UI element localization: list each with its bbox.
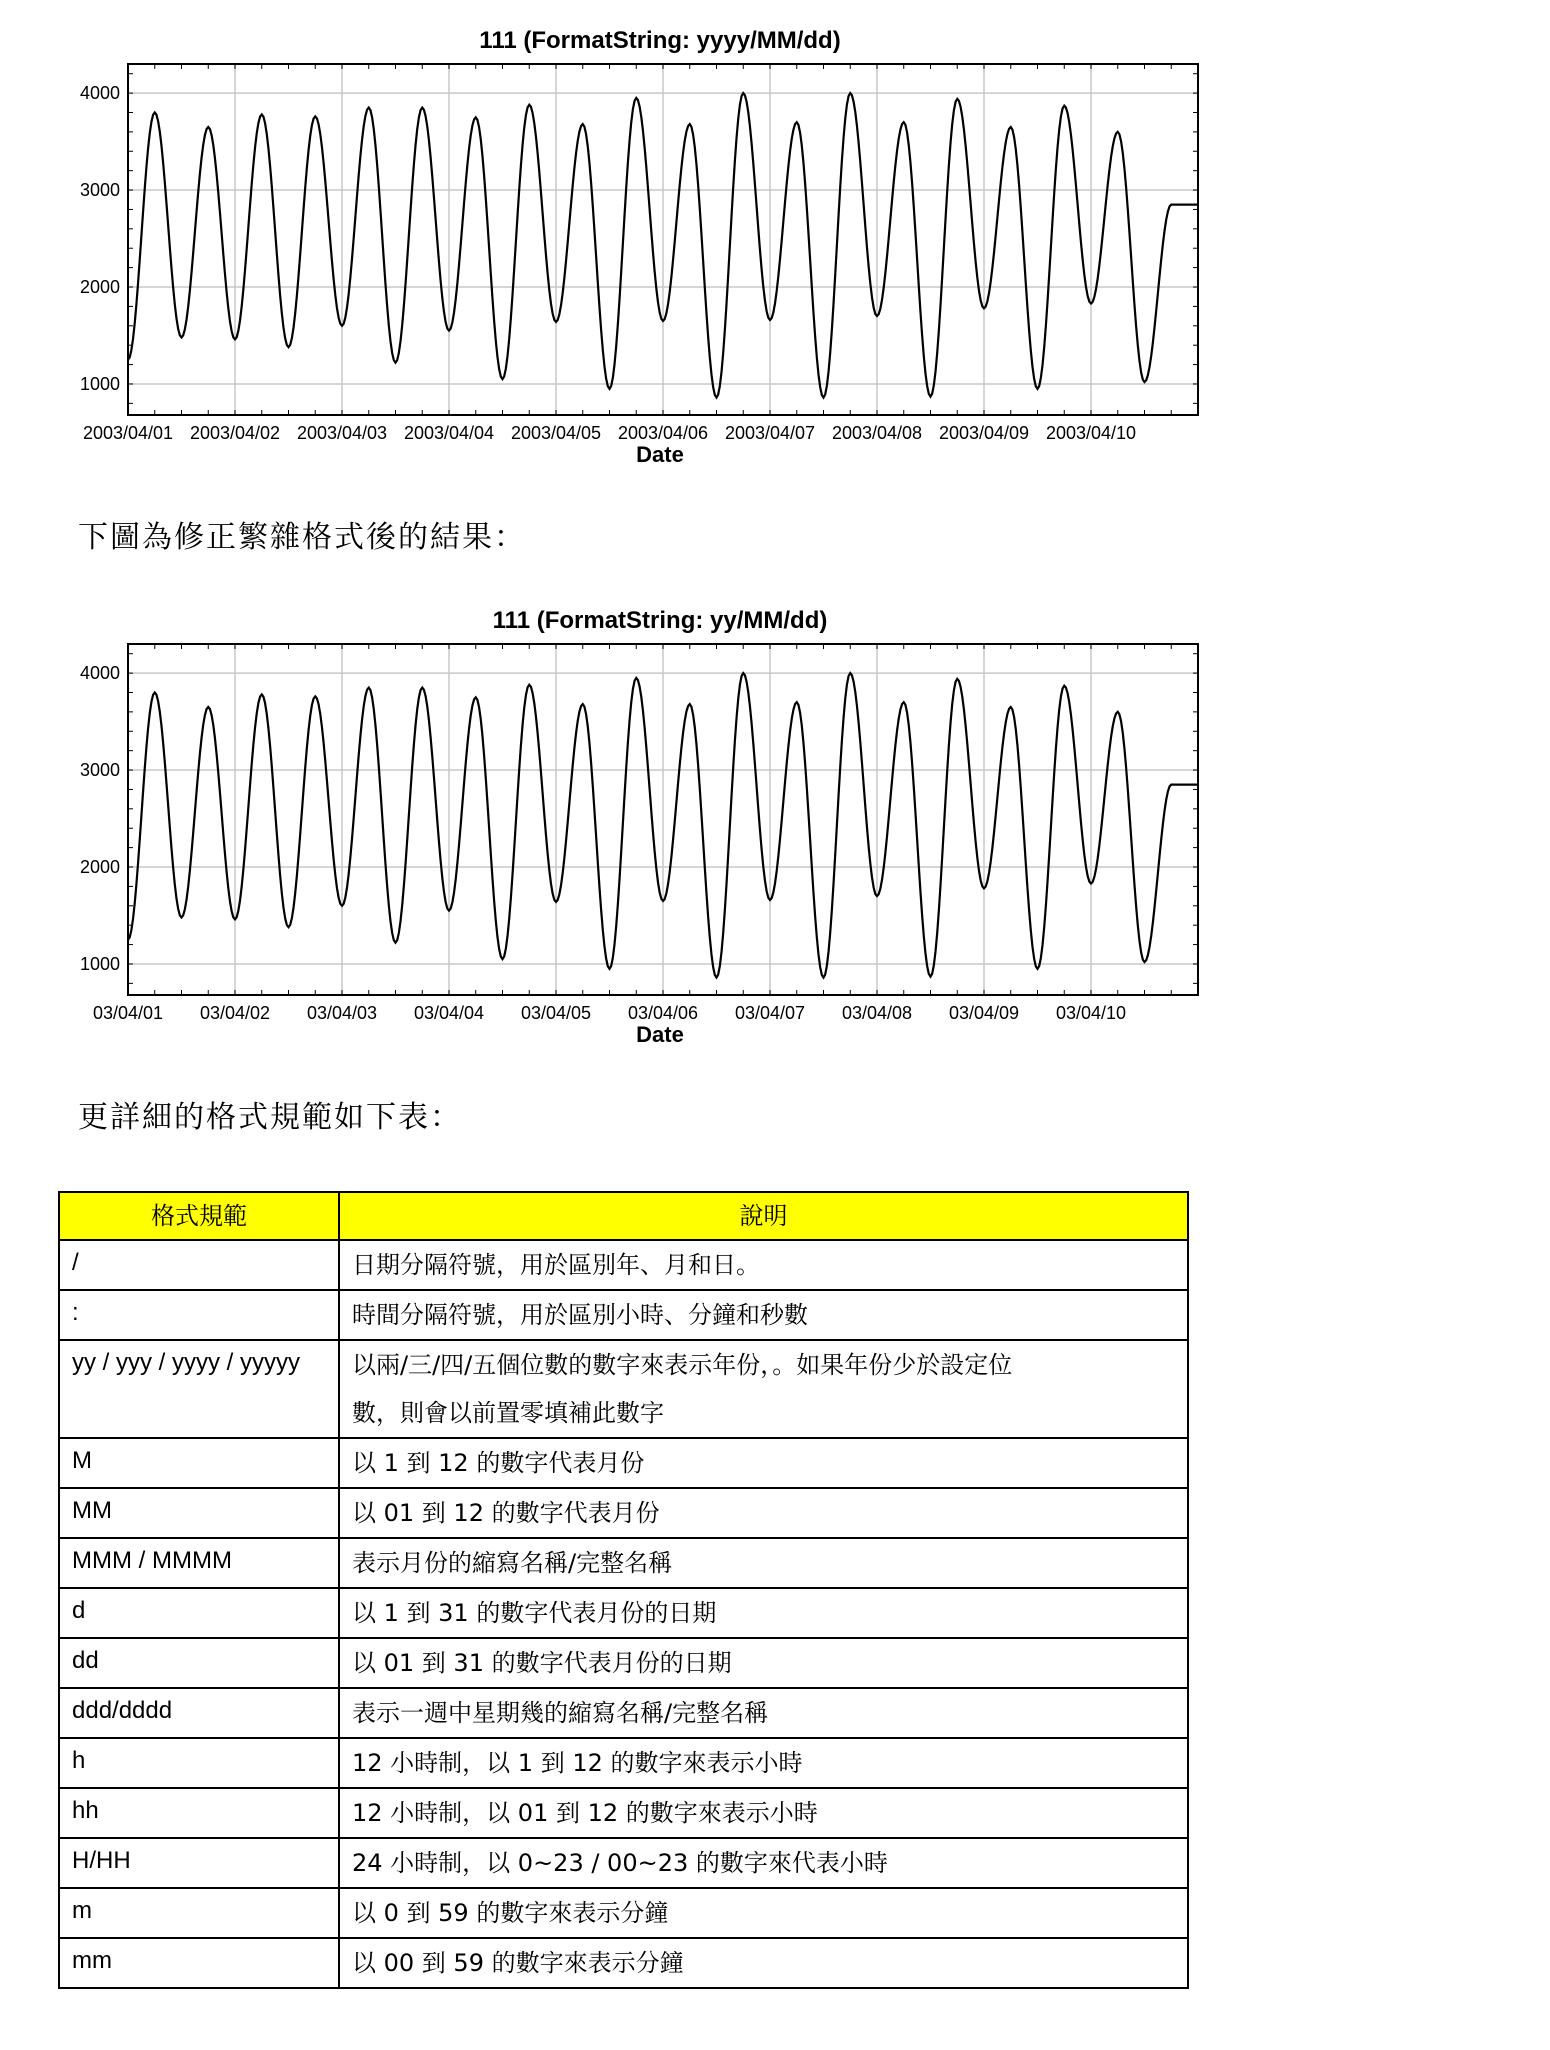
x-tick-label: 03/04/06	[627, 1003, 699, 1023]
header-format: 格式規範	[59, 1192, 339, 1240]
description-cell	[339, 1888, 1188, 1938]
x-tick-label: 2003/04/09	[938, 423, 1030, 443]
y-tick-label: 3000	[79, 180, 120, 201]
table-row	[59, 1938, 1188, 1988]
chart-yy-format	[0, 600, 1250, 1060]
x-tick-label: 03/04/05	[520, 1003, 592, 1023]
y-tick-label: 2000	[79, 277, 120, 298]
description-line: 以兩/三/四/五個位數的數字來表示年份，。如果年份少於設定位	[352, 1351, 1013, 1379]
x-tick-label: 03/04/08	[841, 1003, 913, 1023]
chart-title: 111 (FormatString: yyyy/MM/dd)	[479, 27, 841, 54]
x-tick-label: 03/04/03	[306, 1003, 378, 1023]
x-axis-ticks	[93, 1003, 1126, 1023]
description-line: 12 小時制，以 1 到 12 的數字來表示小時	[352, 1749, 803, 1777]
description-cell	[339, 1638, 1188, 1688]
description-cell	[339, 1240, 1188, 1290]
table-row	[59, 1538, 1188, 1588]
description-cell	[339, 1738, 1188, 1788]
description-cell	[339, 1838, 1188, 1888]
x-tick-label: 2003/04/01	[82, 423, 174, 443]
x-tick-label: 2003/04/07	[724, 423, 816, 443]
format-cell: MMM / MMMM	[59, 1538, 339, 1588]
description-line: 表示月份的縮寫名稱/完整名稱	[352, 1549, 673, 1577]
format-cell: yy / yyy / yyyy / yyyyy	[59, 1340, 339, 1438]
y-tick-label: 1000	[79, 373, 120, 394]
description-line: 時間分隔符號，用於區別小時、分鐘和秒數	[352, 1301, 808, 1329]
x-axis-label: Date	[636, 1022, 684, 1047]
description-cell	[339, 1488, 1188, 1538]
description-cell	[339, 1538, 1188, 1588]
format-cell: hh	[59, 1788, 339, 1838]
format-cell: H/HH	[59, 1838, 339, 1888]
table-row	[59, 1788, 1188, 1838]
y-tick-label: 2000	[79, 857, 120, 878]
y-tick-label: 4000	[79, 83, 120, 104]
description-line: 以 00 到 59 的數字來表示分鐘	[352, 1949, 684, 1977]
table-row	[59, 1638, 1188, 1688]
description-line: 表示一週中星期幾的縮寫名稱/完整名稱	[352, 1699, 769, 1727]
x-tick-label: 03/04/01	[92, 1003, 164, 1023]
format-cell: m	[59, 1888, 339, 1938]
table-row	[59, 1588, 1188, 1638]
description-cell	[339, 1938, 1188, 1988]
format-cell: /	[59, 1240, 339, 1290]
description-cell	[339, 1340, 1188, 1438]
format-cell: MM	[59, 1488, 339, 1538]
x-tick-label: 2003/04/06	[617, 423, 709, 443]
caption-paragraph: 下圖為修正繁雜格式後的結果：	[78, 520, 526, 555]
chart-yyyy-format	[0, 20, 1250, 480]
x-tick-label: 2003/04/05	[510, 423, 602, 443]
format-cell: h	[59, 1738, 339, 1788]
y-tick-label: 3000	[79, 760, 120, 781]
table-body	[59, 1240, 1188, 1988]
format-cell: ddd/dddd	[59, 1688, 339, 1738]
table-row	[59, 1738, 1188, 1788]
x-tick-label: 2003/04/02	[189, 423, 281, 443]
description-cell	[339, 1438, 1188, 1488]
format-cell: d	[59, 1588, 339, 1638]
format-cell: :	[59, 1290, 339, 1340]
x-axis-label: Date	[636, 442, 684, 467]
description-line: 12 小時制，以 01 到 12 的數字來表示小時	[352, 1799, 818, 1827]
description-line: 數，則會以前置零填補此數字	[352, 1399, 664, 1427]
chart-grid	[128, 644, 1198, 995]
table-row	[59, 1240, 1188, 1290]
y-tick-label: 1000	[79, 953, 120, 974]
x-tick-label: 03/04/02	[199, 1003, 271, 1023]
y-axis-ticks	[80, 663, 120, 974]
table-row	[59, 1290, 1188, 1340]
description-cell	[339, 1688, 1188, 1738]
table-row	[59, 1888, 1188, 1938]
x-tick-label: 03/04/07	[734, 1003, 806, 1023]
description-line: 以 0 到 59 的數字來表示分鐘	[352, 1899, 669, 1927]
x-tick-label: 2003/04/04	[403, 423, 495, 443]
x-axis-ticks	[83, 423, 1136, 443]
table-row	[59, 1688, 1188, 1738]
format-spec-table	[58, 1191, 1189, 1989]
table-header-row	[59, 1192, 1188, 1240]
description-line: 以 1 到 12 的數字代表月份	[352, 1449, 645, 1477]
x-tick-label: 03/04/09	[948, 1003, 1020, 1023]
table-row	[59, 1838, 1188, 1888]
x-tick-label: 03/04/10	[1055, 1003, 1127, 1023]
format-cell: dd	[59, 1638, 339, 1688]
description-cell	[339, 1788, 1188, 1838]
table-row	[59, 1340, 1188, 1438]
table-intro-paragraph: 更詳細的格式規範如下表：	[78, 1100, 462, 1135]
table-row	[59, 1488, 1188, 1538]
description-cell	[339, 1290, 1188, 1340]
x-tick-label: 2003/04/10	[1045, 423, 1137, 443]
description-line: 24 小時制，以 0~23 / 00~23 的數字來代表小時	[352, 1849, 888, 1877]
description-line: 以 01 到 31 的數字代表月份的日期	[352, 1649, 732, 1677]
description-line: 日期分隔符號，用於區別年、月和日。	[352, 1251, 760, 1279]
description-line: 以 1 到 31 的數字代表月份的日期	[352, 1599, 717, 1627]
x-tick-label: 03/04/04	[413, 1003, 485, 1023]
table-row	[59, 1438, 1188, 1488]
chart-grid	[128, 64, 1198, 415]
chart-title: 111 (FormatString: yy/MM/dd)	[492, 607, 828, 634]
format-cell: mm	[59, 1938, 339, 1988]
format-cell: M	[59, 1438, 339, 1488]
y-tick-label: 4000	[79, 663, 120, 684]
y-axis-ticks	[80, 83, 120, 394]
description-line: 以 01 到 12 的數字代表月份	[352, 1499, 660, 1527]
description-cell	[339, 1588, 1188, 1638]
x-tick-label: 2003/04/03	[296, 423, 388, 443]
header-description: 說明	[339, 1192, 1188, 1240]
x-tick-label: 2003/04/08	[831, 423, 923, 443]
